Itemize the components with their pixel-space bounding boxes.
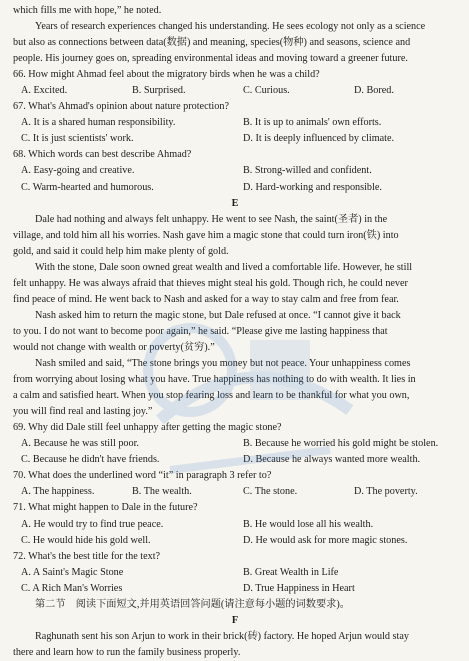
answer-option: B. Great Wealth in Life (243, 566, 339, 578)
passage-line: Years of research experiences changed his understanding. He sees ecology not only as a science (35, 21, 426, 33)
passage-line: a calm and satisfied heart. When you stop fearing loss and learn to be thankful for what you own, (13, 390, 410, 402)
passage-line: Nash smiled and said, “The stone brings you money but not peace. Your unhappiness comes (35, 358, 411, 370)
answer-option: A. Easy-going and creative. (21, 165, 135, 177)
answer-option: C. It is just scientists' work. (21, 133, 134, 145)
passage-line: from worrying about losing what you have. True happiness has nothing to do with wealth. It lies in (13, 374, 416, 386)
question-stem: 72. What's the best title for the text? (13, 550, 161, 562)
passage-line: find peace of mind. He went back to Nash and asked for a way to stay calm and free from fear. (13, 293, 399, 305)
question-stem: 68. Which words can best describe Ahmad? (13, 149, 192, 161)
answer-option: A. Excited. (21, 85, 68, 97)
passage-line: people. His journey goes on, spreading environmental ideas and moving toward a greener future. (13, 53, 408, 65)
question-stem: 67. What's Ahmad's opinion about nature protection? (13, 101, 229, 113)
passage-line: gold, and said it could help him make plenty of gold. (13, 245, 229, 257)
answer-option: A. A Saint's Magic Stone (21, 566, 124, 578)
option-row (13, 131, 457, 147)
answer-option: C. Curious. (243, 85, 290, 97)
passage-line: Raghunath sent his son Arjun to work in their brick(砖) factory. He hoped Arjun would stay (35, 630, 409, 642)
passage-line: would not change with wealth or poverty(贫穷).” (13, 341, 215, 353)
answer-option: C. He would hide his gold well. (21, 534, 151, 546)
option-row (13, 180, 457, 196)
option-row (13, 436, 457, 452)
passage-line: village, and told him all his worries. Nash gave him a magic stone that could turn iron(铁) into (13, 229, 399, 241)
passage-line: but also as connections between data(数据) and meaning, species(物种) and seasons, science and (13, 37, 411, 49)
option-row (13, 83, 457, 99)
passage-line: which fills me with hope,” he noted. (13, 5, 162, 16)
answer-option: D. The poverty. (354, 486, 418, 498)
option-row (13, 484, 457, 500)
option-row (13, 565, 457, 581)
passage-line: you will find real and lasting joy.” (13, 406, 153, 418)
answer-option: C. Warm-hearted and humorous. (21, 181, 154, 193)
option-row (13, 452, 457, 468)
answer-option: D. True Happiness in Heart (243, 582, 355, 594)
question-stem: 70. What does the underlined word “it” in paragraph 3 refer to? (13, 470, 272, 482)
option-row (13, 517, 457, 533)
passage-line: Dale had nothing and always felt unhappy. He went to see Nash, the saint(圣者) in the (35, 213, 388, 225)
answer-option: B. Because he worried his gold might be stolen. (243, 438, 439, 450)
answer-option: D. It is deeply influenced by climate. (243, 133, 395, 145)
answer-option: B. Strong-willed and confident. (243, 165, 372, 177)
answer-option: B. He would lose all his wealth. (243, 518, 374, 530)
section-two-title: 第二节 阅读下面短文,并用英语回答问题(请注意每小题的词数要求)。 (35, 598, 350, 610)
option-row (13, 533, 457, 549)
answer-option: A. Because he was still poor. (21, 438, 139, 450)
passage-line: there and learn how to run the family business properly. (13, 646, 241, 658)
answer-option: D. Hard-working and responsible. (243, 181, 382, 193)
section-f-heading: F (231, 614, 239, 626)
answer-option: D. Bored. (354, 85, 394, 97)
answer-option: D. Because he always wanted more wealth. (243, 454, 421, 466)
answer-option: A. He would try to find true peace. (21, 518, 164, 530)
passage-line: Nash asked him to return the magic stone, but Dale refused at once. “I cannot give it back (35, 309, 401, 321)
passage-line: to you. I do not want to become poor again,” he said. “Please give me lasting happiness that (13, 325, 388, 337)
option-row (13, 163, 457, 179)
answer-option: B. The wealth. (132, 486, 192, 498)
answer-option: D. He would ask for more magic stones. (243, 534, 408, 546)
option-row (13, 115, 457, 131)
answer-option: C. A Rich Man's Worries (21, 582, 123, 594)
answer-option: A. It is a shared human responsibility. (21, 117, 176, 129)
answer-option: B. Surprised. (132, 85, 186, 97)
question-stem: 71. What might happen to Dale in the future? (13, 502, 198, 514)
question-stem: 69. Why did Dale still feel unhappy after getting the magic stone? (13, 422, 282, 434)
section-e-heading: E (231, 197, 239, 209)
passage-line: felt unhappy. He was always afraid that thieves might steal his gold. Though rich, he could never (13, 277, 408, 289)
passage-line: With the stone, Dale soon owned great wealth and lived a comfortable life. However, he still (35, 261, 413, 273)
answer-option: C. Because he didn't have friends. (21, 454, 160, 466)
option-row (13, 581, 457, 597)
answer-option: A. The happiness. (21, 486, 95, 498)
question-stem: 66. How might Ahmad feel about the migratory birds when he was a child? (13, 69, 320, 81)
answer-option: B. It is up to animals' own efforts. (243, 117, 382, 129)
answer-option: C. The stone. (243, 486, 298, 498)
